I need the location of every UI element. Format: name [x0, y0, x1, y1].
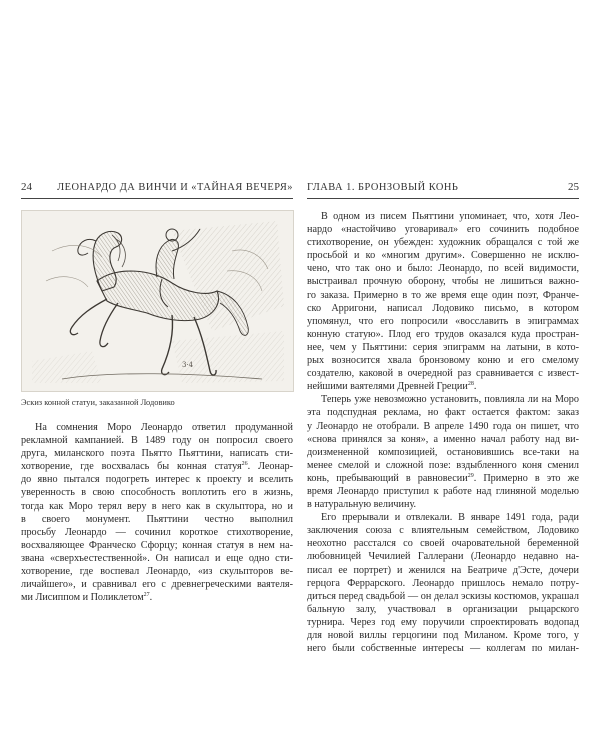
text-line: [21, 513, 293, 526]
line-text: просьбу Леонардо — сочинил короткое стихотворение,: [21, 526, 293, 538]
text-line: [307, 406, 579, 419]
line-text: «снова принялся за коня», а именно начал работу над ви-: [307, 433, 579, 445]
line-text: тогда как Моро терял веру в него как в скульптора, но и: [21, 500, 293, 512]
text-line: [307, 459, 579, 472]
line-text: него были собственные интересы — коллегам по милан-: [307, 643, 579, 655]
text-line: [21, 460, 293, 473]
text-line: [307, 472, 579, 485]
text-line: [21, 552, 293, 565]
line-text: ми Лисиппом и Поликлетом: [21, 592, 144, 604]
line-text: просьбой и ко «многим другим». Совершенно не исклю-: [307, 250, 579, 262]
text-line: [307, 433, 579, 446]
line-text: конь, пребывающий в равновесии: [307, 472, 468, 484]
line-text: нее, чем у Пьяттини: серия эпиграмм на латыни, в кото-: [307, 341, 579, 353]
text-line: [21, 644, 293, 657]
line-text: конную статую». Плод его трудов оказался куда простран-: [307, 328, 579, 340]
text-line: [307, 564, 579, 577]
line-text: в своего монумент. Пьяттини честно выполнил: [21, 513, 293, 525]
line-text: диться перед свадьбой — он делал эскизы костюмов, украшал: [307, 590, 579, 602]
text-line: [307, 328, 579, 341]
text-line: [21, 526, 293, 539]
line-text: турнира. Через год ему поручили спроектировать водопад: [307, 616, 579, 628]
text-line: [307, 485, 579, 498]
line-text: выстраивал прочную оборону, чтобы не лишиться важно-: [307, 276, 579, 288]
line-text: чено, что так оно и было: Леонардо, по всей видимости,: [307, 263, 579, 275]
footnote-ref: 28: [467, 381, 474, 388]
text-line: [21, 709, 293, 722]
text-line: [21, 617, 293, 630]
left-page-number: 24: [21, 181, 32, 193]
text-line: [307, 498, 579, 511]
line-text: эта подспудная реклама, но факт остается фактом: заказ: [307, 407, 579, 419]
text-line: [307, 603, 579, 616]
text-line: [307, 380, 579, 393]
text-line: [21, 578, 293, 591]
text-line: [21, 565, 293, 578]
text-line: [21, 421, 293, 434]
horse-rider-sketch-icon: [22, 211, 293, 391]
text-line: [307, 511, 579, 524]
line-text: рых возносится хвала бронзовому коню и его смелому: [307, 355, 579, 367]
text-line: [21, 696, 293, 709]
text-line: [307, 420, 579, 433]
left-page-text: [21, 421, 293, 735]
text-line: [307, 393, 579, 406]
line-text: писал ее портрет) и женился на Беатриче д'Эсте, дочери: [307, 564, 579, 576]
left-running-title: ЛЕОНАРДО ДА ВИНЧИ И «ТАЙНАЯ ВЕЧЕРЯ»: [57, 182, 293, 193]
line-text-tail: . Леонар-: [247, 461, 293, 473]
text-line: [307, 446, 579, 459]
line-text: неохотно расстался со своей очаровательной беременной: [307, 538, 579, 550]
text-line: [307, 642, 579, 655]
text-line: [307, 354, 579, 367]
text-line: [21, 631, 293, 644]
line-text: уверенность в свою способность воплотить его в жизнь,: [21, 487, 293, 499]
text-line: [21, 434, 293, 447]
line-text: время Леонардо приступил к работе над глиняной моделью: [307, 485, 579, 497]
text-line: [307, 249, 579, 262]
text-line: [21, 500, 293, 513]
equestrian-sketch-figure: [21, 210, 294, 392]
text-line: [307, 524, 579, 537]
line-text: менее смелой и сложной позе: вздыбленного коня сменил: [307, 459, 579, 471]
text-line: [21, 670, 293, 683]
text-line: [307, 629, 579, 642]
footnote-ref: 26: [241, 461, 248, 468]
text-line: [307, 275, 579, 288]
line-text: Его прерывали и отвлекали. В январе 1491 года, ради: [321, 512, 579, 524]
figure-caption: Эскиз конной статуи, заказанной Лодовико: [21, 398, 175, 407]
line-text-tail: . Примерно в это же: [473, 472, 580, 484]
text-line: [307, 341, 579, 354]
line-text: стихотворение, он убежден: художник обращался с той же: [307, 237, 579, 249]
text-line: [307, 262, 579, 275]
text-line: [21, 722, 293, 735]
text-line: [307, 550, 579, 563]
line-text: доизмененной композицией, остановившись все-таки на: [307, 446, 579, 458]
text-line: [307, 302, 579, 315]
line-text-tail: .: [473, 381, 477, 393]
text-line: [21, 473, 293, 486]
line-text-tail: .: [149, 592, 153, 604]
line-text: хотворение, где восхвалась бы конная статуя: [21, 461, 242, 473]
line-text: бальную залу, участвовал в организации рыцарского: [307, 603, 579, 615]
line-text: На сомнения Моро Леонардо ответил продуманной: [35, 422, 293, 433]
line-text: до явно пытался подогреть интерес к проекту и вселить: [21, 474, 293, 486]
text-line: [21, 591, 293, 604]
text-line: [307, 236, 579, 249]
text-line: [307, 590, 579, 603]
left-header-rule: [21, 198, 293, 199]
svg-text:3·4: 3·4: [182, 361, 194, 369]
text-line: [307, 289, 579, 302]
right-page-text: [307, 210, 579, 655]
right-header-rule: [307, 198, 579, 199]
line-text: рекламной кампанией. В 1489 году он попросил своего: [21, 435, 293, 447]
left-page-header: [21, 181, 293, 197]
text-line: [21, 604, 293, 617]
line-text: в натуральную величину.: [307, 499, 417, 511]
line-text: звана «сверхъестественной». Он написал и еще одно сти-: [21, 552, 293, 564]
line-text: го заказа. Примерно в то же время еще один поэт, Франче-: [307, 289, 579, 301]
text-line: [307, 210, 579, 223]
line-text: ско Арригони, написал Лодовико письмо, в котором: [307, 302, 579, 314]
right-page-number: 25: [568, 181, 579, 193]
text-line: [21, 447, 293, 460]
line-text: нардо «настойчиво уговаривал» его сочинить подобное: [307, 224, 579, 236]
text-line: [307, 367, 579, 380]
footnote-ref: 29: [467, 472, 474, 479]
text-line: [307, 223, 579, 236]
text-line: [21, 683, 293, 696]
text-line: [307, 315, 579, 328]
footnote-ref: 27: [143, 592, 150, 599]
text-line: [307, 616, 579, 629]
line-text: для новой виллы герцогини под Миланом. Кроме того, у: [307, 630, 579, 641]
text-line: [21, 657, 293, 670]
line-text: нейшими ваятелями Древней Греции: [307, 381, 468, 393]
text-line: [21, 486, 293, 499]
text-line: [21, 539, 293, 552]
right-running-title: ГЛАВА 1. БРОНЗОВЫЙ КОНЬ: [307, 182, 459, 193]
line-text: восхваляющее Франческо Сфорцу; конная статуя в нем на-: [21, 539, 293, 551]
line-text: заключения союза с влиятельным семейством, Лодовико: [307, 525, 579, 537]
line-text: создателю, каковой в очередной раз сравнивается с извест-: [307, 368, 579, 380]
line-text: хотворение, где воспевал Леонардо, «из скульпторов ве-: [21, 566, 293, 578]
line-text: В одном из писем Пьяттини упоминает, что, хотя Лео-: [321, 211, 579, 222]
text-line: [307, 577, 579, 590]
text-line: [307, 537, 579, 550]
line-text: герцога Феррарского. Леонардо пришлось немало потру-: [307, 577, 579, 589]
line-text: у Леонардо не отобрали. В апреле 1490 года он пишет, что: [307, 420, 579, 432]
line-text: упомянул, что его попросили «восславить в эпиграммах: [307, 315, 579, 327]
line-text: друга, миланского поэта Пьятто Пьяттини, написать сти-: [21, 448, 293, 460]
line-text: Теперь уже невозможно установить, повлияла ли на Моро: [321, 394, 579, 406]
line-text: любовницей Чечилией Галлерани (Леонардо недавно на-: [307, 551, 579, 563]
line-text: личайшего», и сравнивал его с древнегреческими ваятеля-: [21, 579, 293, 591]
right-page-header: [307, 181, 579, 197]
